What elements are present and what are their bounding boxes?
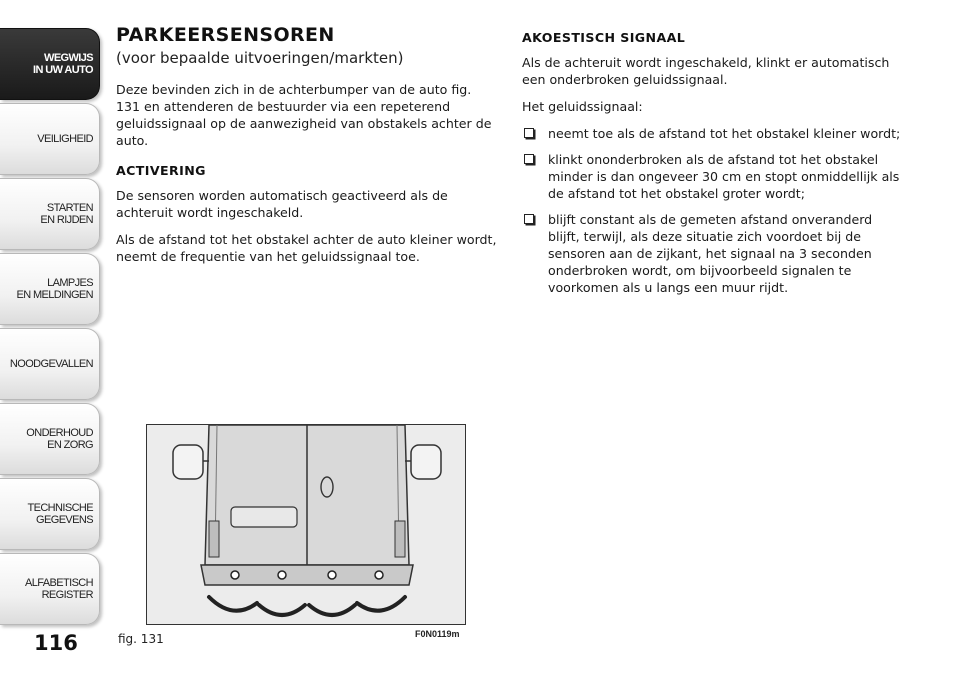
list-item — [522, 125, 904, 142]
tab-technische-gegevens[interactable]: TECHNISCHE GEGEVENS — [0, 478, 100, 550]
activation-paragraph-2: Als de afstand tot het obstakel achter de auto kleiner wordt, neemt de frequentie van het geluidssignaal toe. — [116, 232, 497, 264]
tab-starten-en-rijden[interactable]: STARTEN EN RIJDEN — [0, 178, 100, 250]
tab-onderhoud-en-zorg[interactable]: ONDERHOUD EN ZORG — [0, 403, 100, 475]
parking-sensor-illustration — [146, 424, 466, 625]
bullet-text: klinkt ononderbroken als de afstand tot het obstakel minder is dan ongeveer 30 cm en stopt onmiddellijk als de afstand tot het obstakel groter wordt; — [548, 152, 900, 201]
tab-wegwijs-in-uw-auto[interactable]: WEGWIJS IN UW AUTO — [0, 28, 100, 100]
intro-paragraph: Deze bevinden zich in de achterbumper van de auto fig. 131 en attenderen de bestuurder via een repeterend geluidssignaal op de aanwezigheid van obstakels achter de auto. — [116, 82, 492, 148]
tab-lampjes-en-meldingen[interactable]: LAMPJES EN MELDINGEN — [0, 253, 100, 325]
checkbox-bullet-icon — [524, 128, 534, 138]
tab-alfabetisch-register[interactable]: ALFABETISCH REGISTER — [0, 553, 100, 625]
bullet-text: blijft constant als de gemeten afstand onveranderd blijft, terwijl, als deze situatie zich voordoet bij de sensoren aan de zijkant, het signaal na 3 seconden onderbroken wordt, om bijvoorbeeld signalen te voorkomen als u langs een muur rijdt. — [548, 212, 873, 295]
acoustic-paragraph-1: Als de achteruit wordt ingeschakeld, klinkt er automatisch een onderbroken geluidssignaal. — [522, 55, 890, 87]
checkbox-bullet-icon — [524, 154, 534, 164]
left-column — [116, 24, 498, 275]
tab-noodgevallen[interactable]: NOODGEVALLEN — [0, 328, 100, 400]
right-column — [522, 30, 904, 305]
list-item — [522, 211, 904, 296]
bullet-text: neemt toe als de afstand tot het obstakel kleiner wordt; — [548, 126, 901, 141]
tab-veiligheid[interactable]: VEILIGHEID — [0, 103, 100, 175]
van-rear-sensor-drawing — [147, 425, 466, 625]
activation-paragraph-1: De sensoren worden automatisch geactiveerd als de achteruit wordt ingeschakeld. — [116, 188, 448, 220]
acoustic-signal-heading: AKOESTISCH SIGNAAL — [522, 30, 686, 45]
page-subtitle: (voor bepaalde uitvoeringen/markten) — [116, 49, 404, 67]
signal-bullet-list — [522, 125, 904, 296]
figure-caption: fig. 131 — [118, 632, 164, 646]
activation-heading: ACTIVERING — [116, 163, 206, 178]
page-number: 116 — [34, 631, 78, 655]
figure-code: F0N0119m — [415, 629, 460, 639]
list-item — [522, 151, 904, 202]
checkbox-bullet-icon — [524, 214, 534, 224]
page-title: PARKEERSENSOREN — [116, 24, 335, 46]
acoustic-paragraph-2: Het geluidssignaal: — [522, 99, 643, 114]
